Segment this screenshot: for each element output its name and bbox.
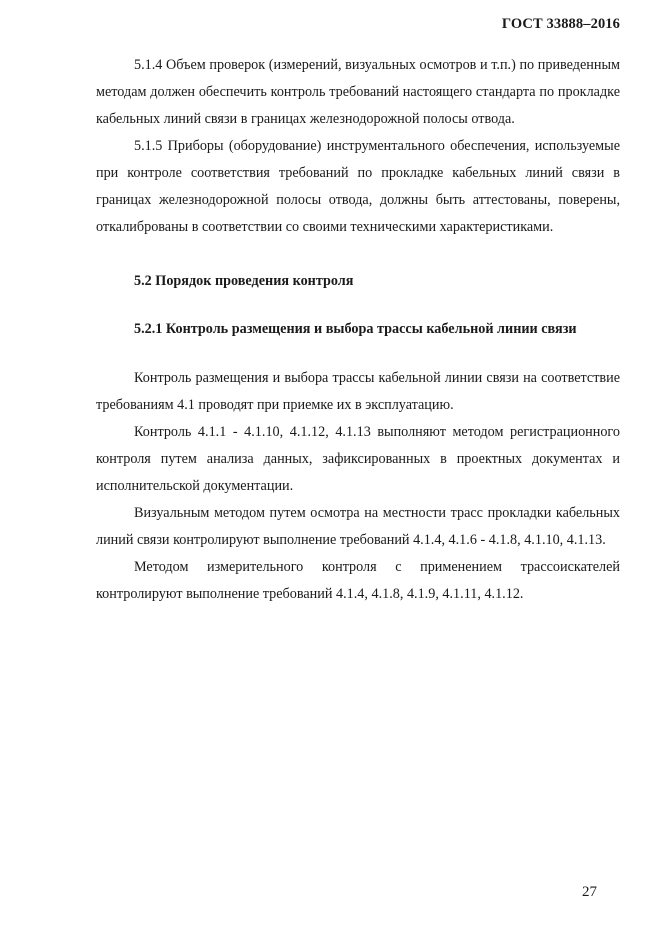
- section-heading-5-2: 5.2 Порядок проведения контроля: [134, 273, 354, 289]
- paragraph-registration-control: Контроль 4.1.1 - 4.1.10, 4.1.12, 4.1.13 выполняют методом регистрационного контроля путем анализа данных, зафиксированных в проектных документах и исполнительской документации.: [96, 424, 620, 494]
- paragraph-visual-control: Визуальным методом путем осмотра на местности трасс прокладки кабельных линий связи контролируют выполнение требований 4.1.4, 4.1.6 - 4.1.8, 4.1.10, 4.1.13.: [96, 505, 620, 548]
- subsection-heading-5-2-1: 5.2.1 Контроль размещения и выбора трассы кабельной линии связи: [134, 321, 577, 337]
- page-number: 27: [582, 884, 597, 900]
- paragraph-5-1-5: 5.1.5 Приборы (оборудование) инструментального обеспечения, используемые при контроле соответствия требований по прокладке кабельных линий связи в границах железнодорожной полосы отвода, должны быть аттестованы, поверены, откалиброваны в соответствии со своими техническими характеристиками.: [96, 138, 620, 235]
- document-header-standard-id: ГОСТ 33888–2016: [501, 16, 620, 32]
- paragraph-measurement-control: Методом измерительного контроля с применением трассоискателей контролируют выполнение требований 4.1.4, 4.1.8, 4.1.9, 4.1.11, 4.1.12.: [96, 559, 620, 602]
- document-body: [96, 52, 620, 608]
- paragraph-5-1-4: 5.1.4 Объем проверок (измерений, визуальных осмотров и т.п.) по приведенным методам должен обеспечить контроль требований настоящего стандарта по прокладке кабельных линий связи в границах железнодорожной полосы отвода.: [96, 57, 620, 127]
- paragraph-route-control: Контроль размещения и выбора трассы кабельной линии связи на соответствие требованиям 4.1 проводят при приемке их в эксплуатацию.: [96, 370, 620, 413]
